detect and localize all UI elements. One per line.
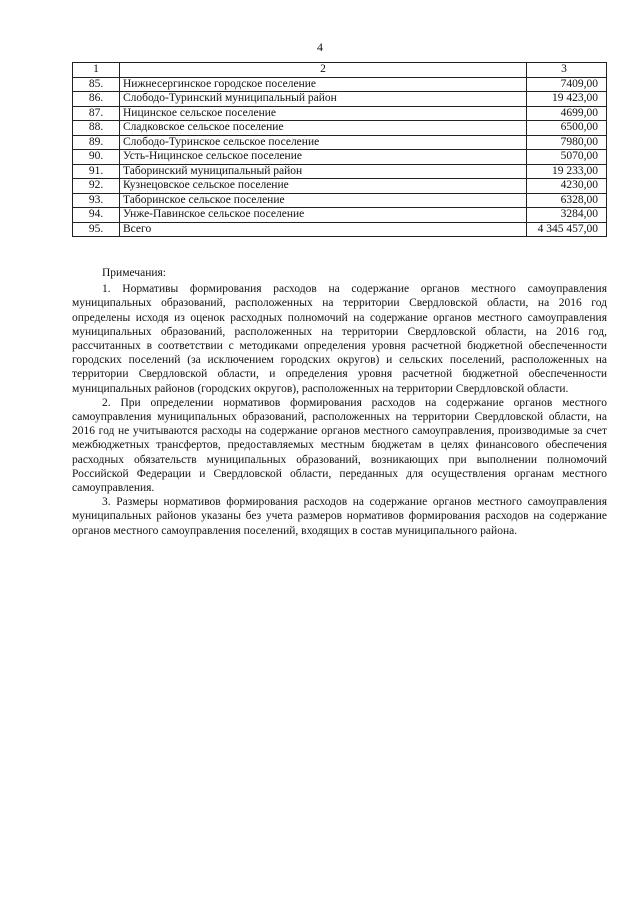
note-1: 1. Нормативы формирования расходов на содержание органов местного самоуправления муниципальных образований, расположенных на территории Свердловской области, на 2016 год определены исходя из оценок расходных полномочий на содержание органов местного самоуправления муниципальных образований, расположенных на территории Свердловской области, на 2016 год, рассчитанных в соответствии с методиками определения уровня расчетной бюджетной обеспеченности городских поселений (за исключением городских округов) и сельских поселений, расположенных на территории Свердловской области, и определения уровня расчетной бюджетной обеспеченности муниципальных районов (городских округов), расположенных на территории Свердловской области. xyxy=(72,283,607,395)
table-row xyxy=(73,193,607,208)
row-name: Сладковское сельское поселение xyxy=(120,121,527,136)
table-row xyxy=(73,121,607,136)
row-value: 4 345 457,00 xyxy=(527,222,607,237)
row-number: 91. xyxy=(73,164,120,179)
header-cell-1: 1 xyxy=(73,63,120,78)
row-value: 6328,00 xyxy=(527,193,607,208)
row-value: 4699,00 xyxy=(527,106,607,121)
row-number: 92. xyxy=(73,179,120,194)
row-number: 95. xyxy=(73,222,120,237)
table-row xyxy=(73,135,607,150)
row-name: Унже-Павинское сельское поселение xyxy=(120,208,527,223)
row-value: 3284,00 xyxy=(527,208,607,223)
row-number: 90. xyxy=(73,150,120,165)
notes-title: Примечания: xyxy=(102,267,166,279)
row-number: 86. xyxy=(73,92,120,107)
header-cell-2: 2 xyxy=(120,63,527,78)
header-cell-3: 3 xyxy=(527,63,607,78)
row-value: 19 233,00 xyxy=(527,164,607,179)
row-number: 85. xyxy=(73,77,120,92)
row-number: 88. xyxy=(73,121,120,136)
row-value: 6500,00 xyxy=(527,121,607,136)
row-number: 89. xyxy=(73,135,120,150)
table-row xyxy=(73,222,607,237)
table-row xyxy=(73,150,607,165)
row-name: Слободо-Туринское сельское поселение xyxy=(120,135,527,150)
row-value: 4230,00 xyxy=(527,179,607,194)
row-number: 93. xyxy=(73,193,120,208)
row-name: Кузнецовское сельское поселение xyxy=(120,179,527,194)
page-number: 4 xyxy=(317,40,323,54)
table-row xyxy=(73,106,607,121)
row-name: Нижнесергинское городское поселение xyxy=(120,77,527,92)
norms-table xyxy=(72,62,607,237)
note-2: 2. При определении нормативов формирования расходов на содержание органов местного самоуправления муниципальных образований, расположенных на территории Свердловской области, на 2016 год не учитываются расходы на содержание органов местного самоуправления, производимые за счет межбюджетных трансфертов, предоставляемых местным бюджетам в целях финансового обеспечения расходных обязательств муниципальных образований, возникающих при выполнении полномочий Российской Федерации и Свердловской области, переданных для осуществления органам местного самоуправления. xyxy=(72,396,607,495)
row-name: Ницинское сельское поселение xyxy=(120,106,527,121)
row-value: 7980,00 xyxy=(527,135,607,150)
table-row xyxy=(73,92,607,107)
table-header-row xyxy=(73,63,607,78)
table-row xyxy=(73,77,607,92)
row-name: Слободо-Туринский муниципальный район xyxy=(120,92,527,107)
row-number: 94. xyxy=(73,208,120,223)
row-name: Таборинский муниципальный район xyxy=(120,164,527,179)
row-name: Усть-Ницинское сельское поселение xyxy=(120,150,527,165)
row-value: 5070,00 xyxy=(527,150,607,165)
table-row xyxy=(73,179,607,194)
row-name: Таборинское сельское поселение xyxy=(120,193,527,208)
table-row xyxy=(73,208,607,223)
note-3: 3. Размеры нормативов формирования расходов на содержание органов местного самоуправления муниципальных районов указаны без учета размеров нормативов формирования расходов на содержание органов местного самоуправления поселений, входящих в состав муниципального района. xyxy=(72,496,607,537)
row-value: 19 423,00 xyxy=(527,92,607,107)
row-value: 7409,00 xyxy=(527,77,607,92)
row-name: Всего xyxy=(120,222,527,237)
table-row xyxy=(73,164,607,179)
row-number: 87. xyxy=(73,106,120,121)
notes-section xyxy=(72,266,607,538)
